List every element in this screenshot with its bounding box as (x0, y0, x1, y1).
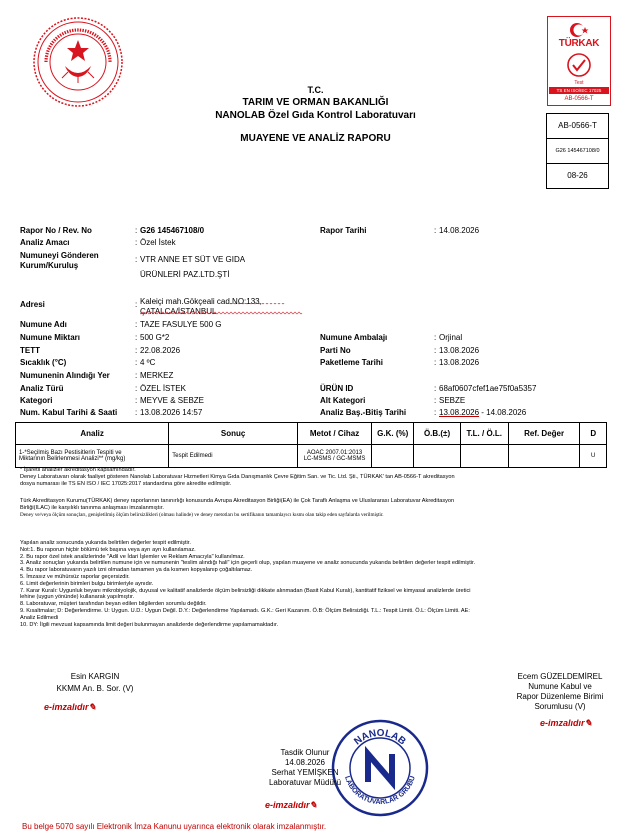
cell-metot-line2: LC-MSMS / GC-MSMS (303, 456, 366, 462)
spellcheck-underline (140, 303, 320, 319)
turkak-standard: TS EN ISO/IEC 17025 (549, 87, 609, 94)
left-eimza (44, 702, 96, 713)
header-lab: NANOLAB Özel Gıda Kontrol Laboratuvarı (215, 110, 416, 121)
field-label-gonderen: Numuneyi Gönderen Kurum/Kuruluş (20, 251, 99, 270)
field-label-kategori: Kategori (20, 396, 53, 405)
note-line: Not:1. Bu raporun hiçbir bölümü tek başına veya ayrı ayrı kullanılamaz. (20, 546, 196, 553)
cell-tl (460, 445, 508, 468)
field-colon: : (434, 333, 437, 342)
field-value-analiz-turu: ÖZEL İSTEK (140, 384, 186, 393)
eimza-e: e (540, 718, 546, 728)
field-value-tett: 22.08.2026 (140, 346, 181, 355)
note-line: Birliği(ILAC) ile karşılıklı tanınma anlaşması imzalanmıştır. (20, 505, 164, 511)
field-label-numune-miktari: Numune Miktarı (20, 333, 81, 342)
note-line: Deney ve/veya ölçüm sonuçları, genişletilmiş ölçüm belirsizlikleri (olması halinde) ve deney metotları bu sertifikanın tamamlayıcı kısmı olan takip eden sayfalarda verilmiştir. (20, 512, 384, 518)
field-colon: : (135, 384, 138, 393)
note-line: 4. Bu rapor laboratuvarın yazılı izni olmadan tamamen ya da kısmen kopyalanıp çoğaltılamaz. (20, 567, 253, 574)
field-value-analiz-amaci: Özel İstek (140, 238, 176, 247)
table-header-row (16, 423, 607, 445)
th-ref: Ref. Değer (508, 423, 580, 445)
field-label-analiz-turu: Analiz Türü (20, 384, 64, 393)
table-row (16, 445, 607, 468)
field-value-numune-miktari: 500 G*2 (140, 333, 170, 342)
field-value-bitis: 14.08.2026 (486, 408, 527, 417)
field-colon: : (135, 255, 138, 264)
field-value-gonderen-1: VTR ANNE ET SÜT VE GIDA (140, 255, 246, 264)
accreditation-report-no: G26 145467108/0 (547, 139, 608, 164)
footer-legal-note: Bu belge 5070 sayılı Elektronik İmza Kanunu uyarınca elektronik olarak imzalanmıştır. (22, 822, 327, 831)
right-eimza (540, 718, 592, 729)
field-colon: : (135, 320, 138, 329)
note-line: 6. Limit değerlerinin birimleri bulgu birimleriyle aynıdır. (20, 580, 154, 587)
th-ob: Ö.B.(±) (414, 423, 460, 445)
cell-sonuc: Tespit Edilmedi (169, 445, 298, 468)
field-label-numune-adi: Numune Adı (20, 320, 67, 329)
center-approval: Tasdik Olunur (280, 748, 330, 757)
field-colon: : (135, 226, 138, 235)
note-line: Deney Laboratuvarı olarak faaliyet gösteren Nanolab Laboratuvar Hizmetleri Kimya Gıda Danışmanlık Çevre Eğitim San. ve Tic. Ltd. Şti., TÜRKAK' tan AB-0566-T akreditasyon (20, 474, 455, 480)
left-signer-title: KKMM An. B. Sor. (V) (56, 684, 134, 693)
note-line: 2. Bu rapor özel istek analizlerinde "Adil ve İdari İşlemler ve Reklam Amacıyla" kullanılmaz. (20, 553, 245, 560)
cell-gk (372, 445, 414, 468)
eimza-text: -imzalıdır (49, 702, 89, 712)
cell-metot (298, 445, 372, 468)
note-spacer (20, 488, 610, 498)
eimza-text: -imzalıdır (545, 718, 585, 728)
field-colon: : (135, 300, 138, 309)
th-analiz: Analiz (16, 423, 169, 445)
report-title: MUAYENE VE ANALİZ RAPORU (240, 133, 391, 144)
field-colon: : (135, 238, 138, 247)
field-label-urun-id: ÜRÜN ID (320, 384, 354, 393)
note-line: Türk Akreditasyon Kurumu(TÜRKAK) deney raporlarının tanınırlığı konusunda Avrupa Akreditasyon Birliği(EA) ile Çok Taraflı Anlaşma ve Uluslararası Laboratuvar Akreditasyon (20, 498, 455, 504)
field-colon: : (135, 346, 138, 355)
field-value-kabul: 13.08.2026 14:57 (140, 408, 203, 417)
right-signature (500, 672, 620, 712)
general-notes (20, 540, 610, 628)
field-value-numune-adi: TAZE FASULYE 500 G (140, 320, 222, 329)
right-signer-name: Ecem GÜZELDEMİREL (517, 672, 603, 681)
th-d: D (580, 423, 607, 445)
stamp-top-text: NANOLAB (352, 727, 408, 748)
field-value-parti: 13.08.2026 (439, 346, 480, 355)
note-line: dosya numarası ile TS EN ISO / IEC 17025:2017 standardına göre akredite edilmiştir. (20, 481, 232, 487)
header-tc: T.C. (307, 85, 324, 95)
stamp-bottom-text: LABORATUVARLAR GRUBU (343, 775, 417, 807)
cell-analiz-line2: Miktarının Belirlenmesi Analizi** (mg/kg) (19, 456, 126, 462)
svg-text:NANOLAB (352, 728, 407, 748)
note-line: * İşaretli analizler akreditasyon kapsamındadır. (20, 467, 136, 473)
field-value-rapor-tarihi: 14.08.2026 (439, 226, 480, 235)
field-label-alt-kategori: Alt Kategori (320, 396, 366, 405)
pen-icon: ✎ (88, 702, 97, 712)
field-colon: : (135, 371, 138, 380)
field-value-urun-id: 68af0607cfef1ae75f0a5357 (439, 384, 537, 393)
note-line: 5. İmzasız ve mühürsüz raporlar geçersizdir. (20, 573, 130, 580)
field-value-bas-bitis (439, 408, 526, 417)
left-signer-name: Esin KARGIN (70, 672, 120, 681)
field-label-paketleme: Paketleme Tarihi (320, 358, 383, 367)
eimza-e: e (265, 800, 271, 810)
field-label-rapor-tarihi: Rapor Tarihi (320, 226, 367, 235)
note-line: 8. Laboratuvar, müşteri tarafından beyan edilen bilgilerden sorumlu değildir. (20, 601, 207, 608)
accreditation-page-code: 08-26 (567, 171, 588, 180)
accreditation-code: AB-0566-T (547, 114, 608, 139)
field-colon: : (135, 358, 138, 367)
right-signer-title-1: Numune Kabul ve (528, 682, 592, 691)
field-value-sep: - (479, 408, 487, 417)
note-line: 3. Analiz sonuçları yukarıda belirtilen numune için ve numunenin "teslim alındığı hali" için geçerli olup, yapılan muayene ve analiz sonucunda yukarıda belirtilen değerler tespit edilmiştir. (20, 560, 476, 567)
th-gk: G.K. (%) (372, 423, 414, 445)
th-metot: Metot / Cihaz (298, 423, 372, 445)
center-signer-name: Serhat YEMİŞKEN (271, 768, 339, 777)
pen-icon: ✎ (584, 718, 593, 728)
field-colon: : (135, 396, 138, 405)
field-label-bas-bitis: Analiz Baş.-Bitiş Tarihi (320, 408, 407, 417)
cell-ob (414, 445, 460, 468)
note-line: Yapılan analiz sonucunda yukarıda belirtilen değerler tespit edilmiştir. (20, 540, 191, 546)
center-signature (240, 748, 370, 788)
field-colon: : (434, 226, 437, 235)
eimza-text: -imzalıdır (270, 800, 310, 810)
field-value-kategori: MEYVE & SEBZE (140, 396, 205, 405)
field-colon: : (434, 384, 437, 393)
field-colon: : (434, 346, 437, 355)
field-label-kabul: Num. Kabul Tarihi & Saati (20, 408, 118, 417)
field-colon: : (135, 408, 138, 417)
field-colon: : (135, 333, 138, 342)
field-colon: : (434, 396, 437, 405)
results-table (15, 422, 607, 468)
note-line: Analiz Edilmedi (20, 614, 59, 621)
cell-d: U (580, 445, 607, 468)
cell-metot-line1: AOAC 2007.01:2013 (306, 450, 363, 456)
pen-icon: ✎ (309, 800, 318, 810)
field-value-paketleme: 13.08.2026 (439, 358, 480, 367)
right-signer-title-3: Sorumlusu (V) (534, 702, 586, 711)
left-signature (20, 672, 170, 693)
center-date: 14.08.2026 (284, 758, 326, 767)
accreditation-box (546, 113, 609, 189)
crescent-star-icon (568, 21, 590, 39)
turkak-test: Test (574, 80, 584, 86)
field-value-adres-2: ÇATALCA/İSTANBUL (140, 307, 217, 316)
field-label-analiz-amaci: Analiz Amacı (20, 238, 70, 247)
note-line: 7. Karar Kuralı: Uygunluk beyanı mikrobiyolojik, duyusal ve kalitatif analizlerde ölçüm belirsizliği dikkate alınmadan (Basit Kabul Kuralı), kantitatif fiziksel ve kimyasal analizlerde üretici (20, 587, 471, 594)
right-signer-title-2: Rapor Düzenleme Birimi (516, 692, 604, 701)
eimza-e: e (44, 702, 50, 712)
th-tl: T.L. / Ö.L. (460, 423, 508, 445)
field-colon: : (434, 358, 437, 367)
field-label-rapor-no: Rapor No / Rev. No (20, 226, 92, 235)
field-value-bas: 13.08.2026 (439, 408, 480, 417)
field-label-sicaklik: Sıcaklık (°C) (20, 358, 67, 367)
field-label-adres: Adresi (20, 300, 45, 309)
field-value-rapor-no: G26 145467108/0 (140, 226, 205, 235)
cell-analiz-line1: 1-*Seçilmiş Bazı Pestisitlerin Tespiti ve (19, 450, 122, 456)
cell-ref (508, 445, 580, 468)
field-label-alindigi-yer: Numunenin Alındığı Yer (20, 371, 110, 380)
field-value-ambalaj: Orjinal (439, 333, 463, 342)
center-signer-title: Laboratuvar Müdürü (268, 778, 342, 787)
cell-analiz (16, 445, 169, 468)
field-label-tett: TETT (20, 346, 40, 355)
th-sonuc: Sonuç (169, 423, 298, 445)
turkak-word: TÜRKAK (558, 38, 600, 49)
field-value-alindigi-yer: MERKEZ (140, 371, 174, 380)
field-value-gonderen-2: ÜRÜNLERİ PAZ.LTD.ŞTİ (140, 270, 230, 279)
note-line: lehine (uygun yönünde) kullanarak yapılmıştır. (20, 594, 135, 601)
field-value-alt-kategori: SEBZE (439, 396, 466, 405)
check-circle-icon (566, 52, 592, 78)
field-label-parti: Parti No (320, 346, 351, 355)
header-ministry: TARIM VE ORMAN BAKANLIĞI (242, 97, 389, 108)
field-value-adres-1: Kaleiçi mah.Gökçeali cad.NO:133, (140, 297, 262, 306)
field-label-ambalaj: Numune Ambalajı (320, 333, 388, 342)
field-colon: : (434, 408, 437, 417)
turkak-code: AB-0566-T (564, 96, 594, 102)
field-value-sicaklik: 4 ºC (140, 358, 156, 367)
accreditation-notes (20, 467, 610, 519)
note-line: 9. Kısaltmalar; D: Değerlendirme. U: Uygun. U.D.: Uygun Değil. D.Y.: Değerlendirme Yapılamadı. G.K.: Geri Kazanım. Ö.B: Ölçüm Belirsizliği. T.L.: Tespit Limiti. Ö.L: Ölçüm Limiti. AE: (20, 607, 470, 614)
note-line: 10. DY: İlgili mevzuat kapsamında limit değeri bulunmayan analizlerde değerlendirme yapılamamaktadır. (20, 621, 279, 628)
center-eimza (265, 800, 317, 811)
